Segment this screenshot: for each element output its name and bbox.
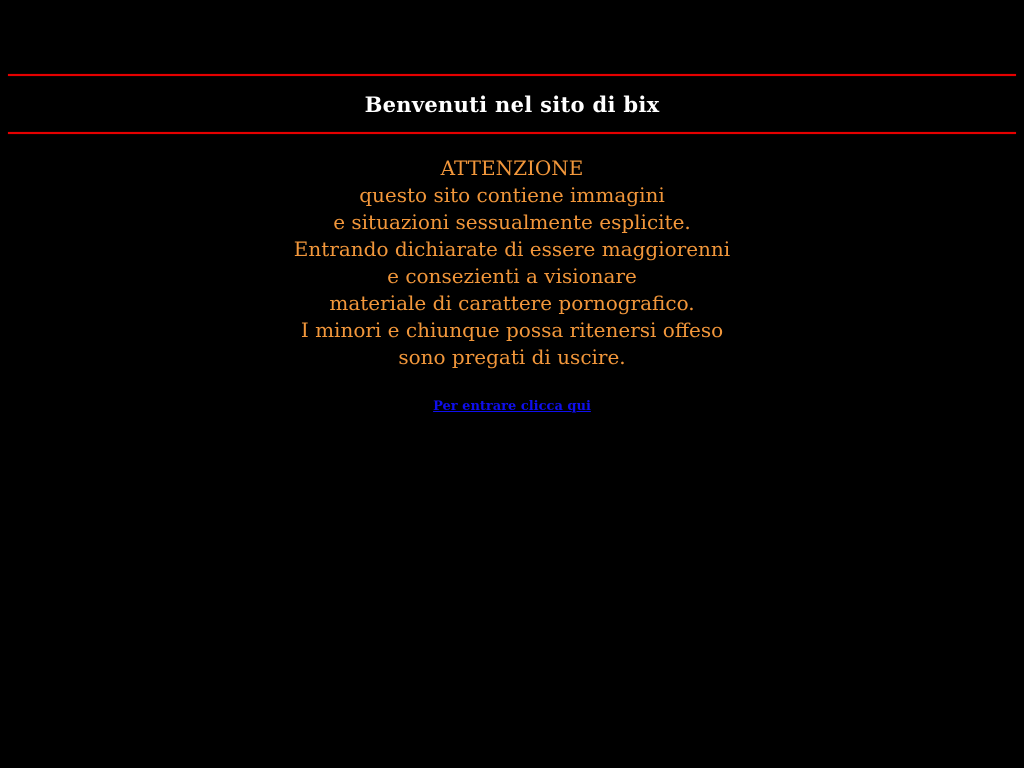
warning-line: materiale di carattere pornografico.	[329, 291, 695, 315]
warning-line: I minori e chiunque possa ritenersi offeso	[300, 318, 724, 342]
bottom-divider	[8, 132, 1016, 134]
warning-text	[0, 155, 1024, 371]
enter-row	[0, 395, 1024, 414]
page-title: Benvenuti nel sito di bix	[364, 91, 660, 117]
warning-line: questo sito contiene immagini	[359, 183, 665, 207]
warning-line: Entrando dichiarate di essere maggiorenni	[293, 237, 731, 261]
title-band	[0, 76, 1024, 132]
warning-line: ATTENZIONE	[440, 156, 584, 180]
warning-line: e consezienti a visionare	[387, 264, 637, 288]
enter-link[interactable]: Per entrare clicca qui	[433, 399, 591, 414]
warning-line: sono pregati di uscire.	[398, 345, 626, 369]
warning-line: e situazioni sessualmente esplicite.	[333, 210, 691, 234]
top-spacer	[0, 0, 1024, 74]
